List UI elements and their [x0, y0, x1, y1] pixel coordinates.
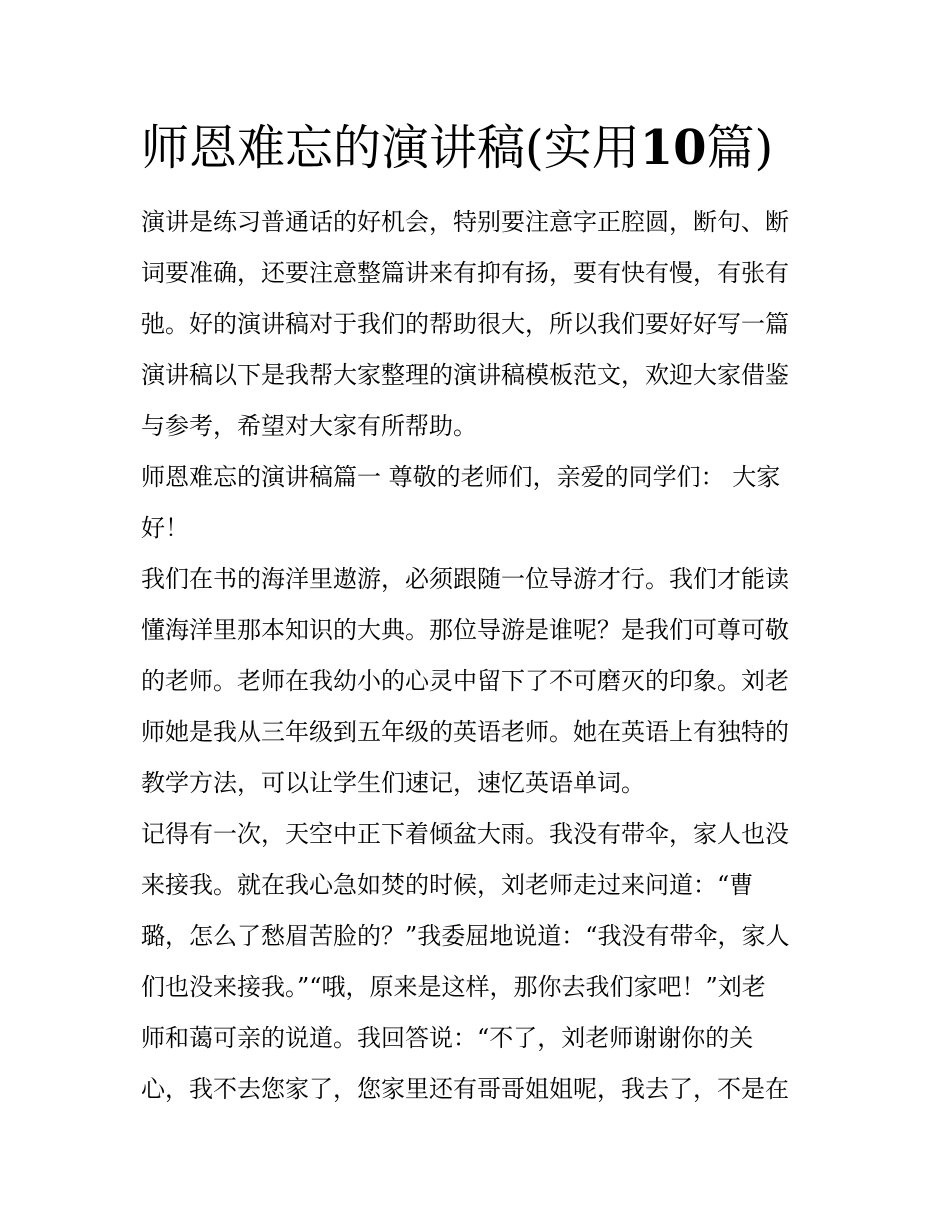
paragraph-teacher [141, 554, 813, 809]
text-line: 教学方法，可以让学生们速记，速忆英语单词。 [141, 769, 645, 797]
title-text: 师恩难忘的演讲稿(实用 [141, 120, 640, 176]
text-line: 演讲是练习普通话的好机会，特别要注意字正腔圆，断句、断 [141, 208, 789, 236]
title-number: 10 [639, 120, 707, 176]
text-line: 师她是我从三年级到五年级的英语老师。她在英语上有独特的 [141, 718, 789, 746]
text-line: 与参考，希望对大家有所帮助。 [141, 412, 477, 440]
text-line: 词要准确，还要注意整篇讲来有抑有扬，要有快有慢，有张有 [141, 259, 789, 287]
text-line: 演讲稿以下是我帮大家整理的演讲稿模板范文，欢迎大家借鉴 [141, 361, 789, 389]
text-line: 好！ [141, 514, 189, 542]
paragraph-story [141, 809, 813, 1115]
paragraph-greeting [141, 452, 813, 554]
text-line: 懂海洋里那本知识的大典。那位导游是谁呢？是我们可尊可敬 [141, 616, 789, 644]
text-line: 我们在书的海洋里遨游，必须跟随一位导游才行。我们才能读 [141, 565, 789, 593]
text-line: 来接我。就在我心急如焚的时候，刘老师走过来问道：“曹 [141, 871, 754, 899]
text-line: 记得有一次，天空中正下着倾盆大雨。我没有带伞，家人也没 [141, 820, 789, 848]
title-suffix: 篇) [706, 120, 774, 176]
text-line: 师恩难忘的演讲稿篇一 尊敬的老师们，亲爱的同学们： 大家 [141, 463, 781, 491]
text-line: 璐，怎么了愁眉苦脸的？”我委屈地说道：“我没有带伞，家人 [141, 922, 790, 950]
text-line: 的老师。老师在我幼小的心灵中留下了不可磨灭的印象。刘老 [141, 667, 789, 695]
document-title [141, 112, 841, 184]
text-line: 们也没来接我。”“哦，原来是这样，那你去我们家吧！”刘老 [141, 973, 766, 1001]
text-line: 弛。好的演讲稿对于我们的帮助很大，所以我们要好好写一篇 [141, 310, 789, 338]
text-line: 师和蔼可亲的说道。我回答说：“不了，刘老师谢谢你的关 [141, 1024, 754, 1052]
document-body [141, 197, 813, 1115]
text-line: 心，我不去您家了，您家里还有哥哥姐姐呢，我去了，不是在 [141, 1075, 789, 1103]
paragraph-intro [141, 197, 813, 452]
